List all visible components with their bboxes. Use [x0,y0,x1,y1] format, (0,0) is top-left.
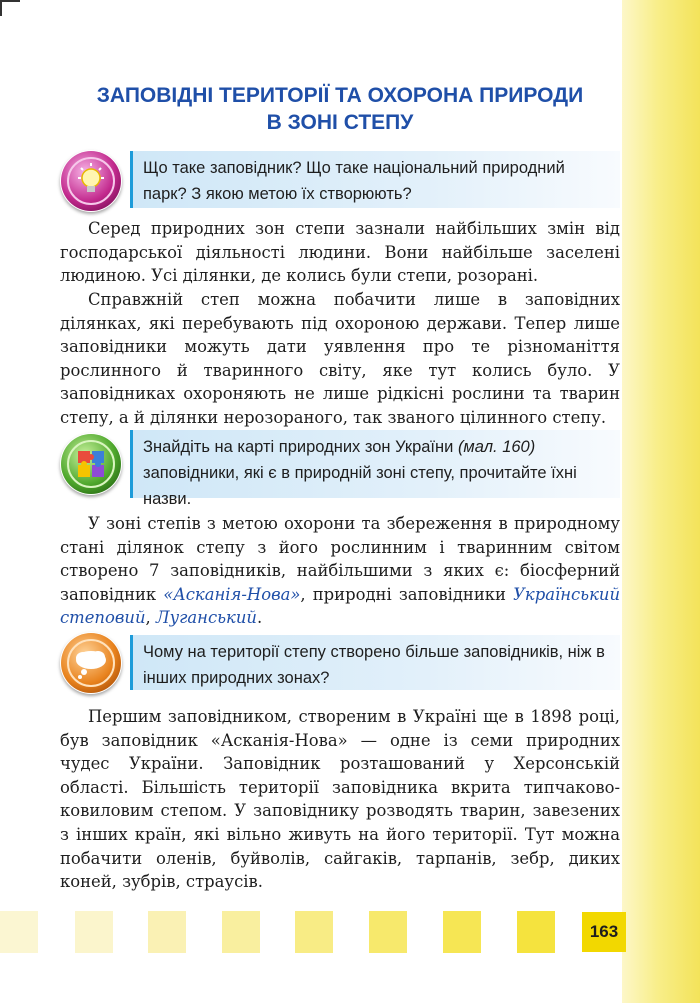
question-box-2 [130,430,620,508]
decorative-side-strip [622,0,700,1003]
deco-square [0,911,38,953]
page-number: 163 [582,912,626,952]
paragraph-3-comma: , [145,608,156,628]
ukrainian-steppe-reference: Український степовий [60,584,621,628]
paragraph-4 [60,705,620,894]
paragraph-1 [60,217,620,288]
title-line-2: В ЗОНІ СТЕПУ [266,111,414,134]
question-box-1 [130,151,620,208]
deco-square [443,911,481,953]
paragraph-4-text: Першим заповідником, створеним в Україні ще в 1898 році, був заповідник «Асканія-Нова» — одне із семи природних чудес України. Заповідник розташований у Херсонській області. Більшість території заповідника вкрита типчаково-ковиловим степом. У заповіднику розводять тварин, завезених з інших країн, які вільно живуть на його території. Тут можна побачити оленів, буйволів, сайгаків, тарпанів, зебр, диких коней, зубрів, страусів. [60,707,620,892]
paragraph-1-text: Серед природних зон степи зазнали найбільших змін від господарської діяльності людини. Вони найбільше заселені людиною. Усі ділянки, де колись були степи, розорані. [60,219,620,286]
lightbulb-icon [60,150,122,212]
figure-reference: (мал. 160) [457,438,536,456]
puzzle-icon [60,433,122,495]
question-box-3 [130,635,620,690]
paragraph-2 [60,288,620,430]
question-2-text-start: Знайдіть на карті природних зон України [143,438,458,456]
deco-square [148,911,186,953]
deco-square [222,911,260,953]
paragraph-3-text-mid: , природні заповідники [300,584,514,604]
paragraph-3 [60,512,620,630]
crop-mark [0,0,20,16]
paragraph-3-end: . [256,608,263,628]
question-1-text: Що таке заповідник? Що таке національний природний парк? З якою метою їх створюють? [143,159,565,203]
page-title [60,82,620,136]
luhansk-reference: Луганський [155,608,257,628]
deco-square [369,911,407,953]
deco-square [517,911,555,953]
askania-nova-reference: «Асканія-Нова» [163,584,301,604]
title-line-1: ЗАПОВІДНІ ТЕРИТОРІЇ ТА ОХОРОНА ПРИРОДИ [96,84,584,107]
question-3-text: Чому на території степу створено більше заповідників, ніж в інших природних зонах? [143,643,605,687]
paragraph-3-text-start: У зоні степів з метою охорони та збереження в природному стані ділянок степу з його рослинним і тваринним світом створено 7 заповідників, найбільшими з яких є: біосферний заповідник [60,514,620,604]
question-2-text-end: заповідники, які є в природній зоні степу, прочитайте їхні назви. [143,464,577,508]
deco-square [295,911,333,953]
paragraph-2-text: Справжній степ можна побачити лише в заповідних ділянках, які перебувають під охороною держави. Тепер лише заповідники можуть дати уявлення про те різноманіття рослинного й тваринного світу, яке тут колись було. У заповідниках охороняють не лише рідкісні рослини та тварин степу, а й ділянки нерозораного, так званого цілинного степу. [60,290,620,427]
deco-square [75,911,113,953]
thought-cloud-icon [60,632,122,694]
